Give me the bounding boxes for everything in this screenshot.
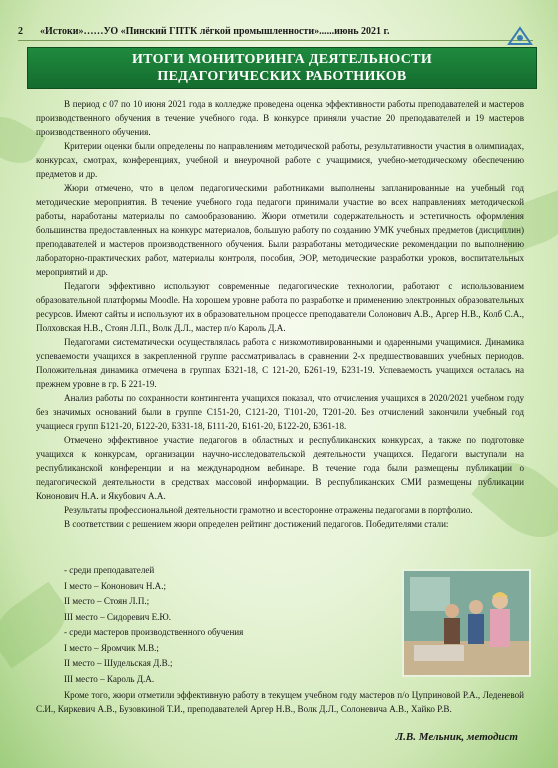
- teachers-photo: [402, 569, 531, 677]
- page-number: 2: [18, 25, 23, 37]
- article-title-line2: ПЕДАГОГИЧЕСКИХ РАБОТНИКОВ: [157, 69, 407, 84]
- header-title: «Истоки»……УО «Пинский ГПТК лёгкой промышленности»......июнь 2021 г.: [40, 25, 390, 37]
- list-item: - среди преподавателей: [64, 565, 155, 575]
- list-item: - среди мастеров производственного обучения: [64, 627, 244, 637]
- list-item: III место – Сидоревич Е.Ю.: [64, 611, 172, 622]
- page-header: [18, 22, 533, 41]
- paragraph: Анализ работы по сохранности контингента учащихся показал, что отчисления учащихся в 2020/2021 учебном году без значимых оснований были в группе С151-20, С121-20, Т101-20, Т201-20. Без отчислений закончили учебный год учащиеся групп Б121-20, Б122-20, Б331-18, Б111-20, Б161-20, Б122-20, Б361-18.: [36, 393, 524, 431]
- author-signature: Л.В. Мельник, методист: [395, 731, 518, 743]
- list-item: II место – Шудельская Д.В.;: [64, 658, 173, 668]
- paragraph: В период с 07 по 10 июня 2021 года в колледже проведена оценка эффективности работы преподавателей и мастеров производственного обучения в течение учебного года. В конкурсе приняли участие 20 преподавателей и 19 мастеров производственного обучения.: [36, 99, 524, 137]
- winners-list: [64, 563, 384, 687]
- paragraph: Жюри отмечено, что в целом педагогическими работниками выполнены запланированные на учебный год методические мероприятия. В течение учебного года педагоги принимали участие во всех направлениях методической работы, наработаны материалы по самообразованию. Жюри отметили содержательность и эстетичность оформления большинства предоставленных на конкурс материалов, большую работу по созданию УМК учебных предметов (дисциплин) преподавателей и мастеров производственного обучения. Были разработаны методические рекомендации по выполнению лабораторно-практических работ, материалы контроля, пособия, ЭОР, методические разработки уроков, воспитательных мероприятий и др.: [36, 183, 524, 277]
- list-item: I место – Яромчик М.В.;: [64, 642, 159, 653]
- college-logo-icon: [506, 24, 534, 48]
- paragraph: Кроме того, жюри отметили эффективную работу в текущем учебном году мастеров п/о Цуприновой Р.А., Леденевой С.И., Киркевич А.В., Бузовкиной Т.И., преподавателей Аргер Н.В., Волк Д.Л., Солоневича А.В., Хайко Р.В.: [36, 690, 524, 714]
- paragraph: Отмечено эффективное участие педагогов в областных и республиканских конкурсах, а также по подготовке учащихся к конкурсам, организации научно-исследовательской деятельности учащихся. Педагоги выступали на республиканской конференции и на международном вебинаре. В течение года были размещены публикации о педагогической деятельности в средствах массовой информации. В республиканских СМИ размещены публикации Кононович Н.А. и Якубович А.А.: [36, 435, 524, 501]
- paragraph: Педагоги эффективно используют современные педагогические технологии, работают с использованием образовательной платформы Moodle. На хорошем уровне работа по разработке и применению электронных образовательных ресурсов. Имеют сайты и используют их в образовательном процессе преподаватели Солонович А.В., Аргер Н.В., Колб С.А., Полховская Н.В., Стоян Л.П., Волк Д.Л., мастер п/о Кароль Д.А.: [36, 281, 524, 333]
- article-title-line1: ИТОГИ МОНИТОРИНГА ДЕЯТЕЛЬНОСТИ: [131, 52, 433, 67]
- list-item: I место – Кононович Н.А.;: [64, 580, 167, 591]
- paragraph: Результаты профессиональной деятельности грамотно и всесторонне отражены педагогами в портфолио.: [64, 505, 473, 515]
- paragraph: Критерии оценки были определены по направлениям методической работы, результативности участия в олимпиадах, конкурсах, смотрах, конференциях, учебной и внеурочной работе с учащимися, учебно-методическому обеспечению предметов и др.: [36, 141, 524, 179]
- paragraph: Педагогами систематически осуществлялась работа с низкомотивированными и одаренными учащимися. Динамика успеваемости учащихся в закрепленной группе рассматривалась в сравнении 2-х предшествовавших учебных периодов. Положительная динамика отмечена в группах Б321-18, С 121-20, Б261-19, Б231-19. Успеваемость учащихся осталась на прежнем уровне в гр. Б 221-19.: [36, 337, 524, 389]
- article-title-banner: [27, 47, 537, 89]
- article-body: [36, 97, 524, 531]
- list-item: III место – Кароль Д.А.: [64, 673, 155, 684]
- paragraph: В соответствии с решением жюри определен рейтинг достижений педагогов. Победителями стали:: [64, 519, 449, 529]
- closing-paragraph-block: [36, 688, 524, 716]
- list-item: II место – Стоян Л.П.;: [64, 596, 150, 606]
